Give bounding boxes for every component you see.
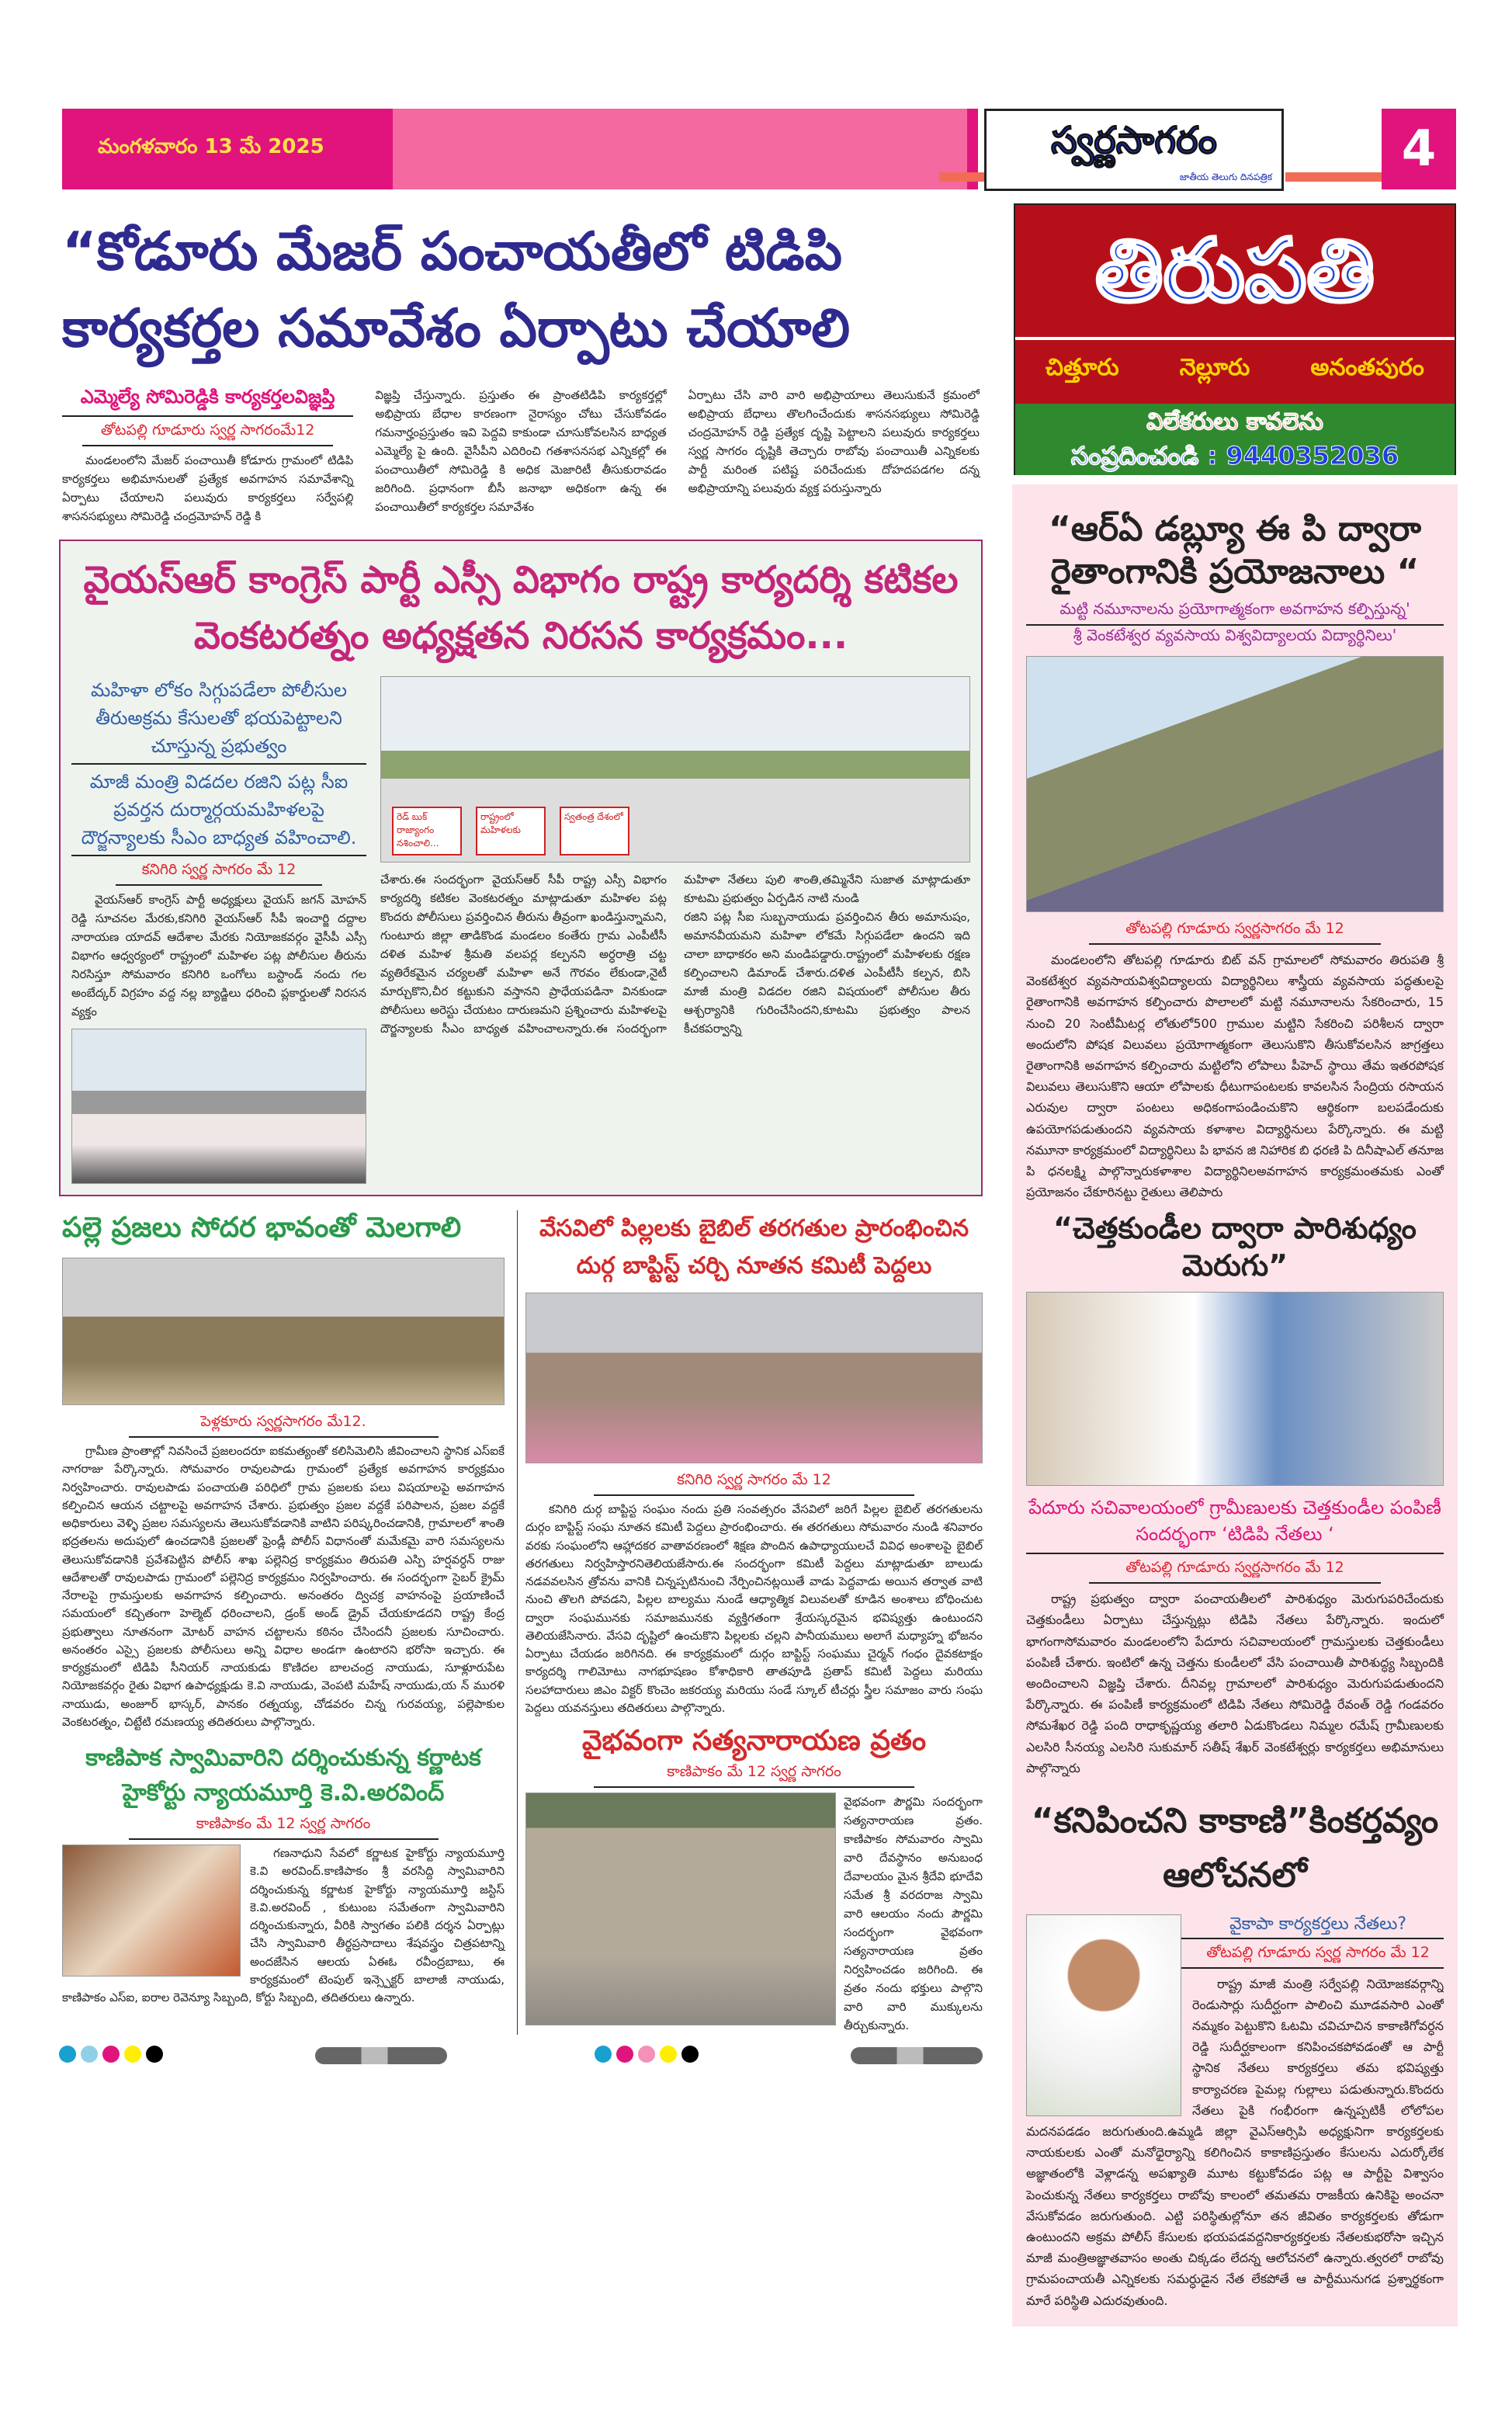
bible-dateline: కనిగిరి స్వర్ణ సాగరం మే 12 [594,1471,914,1496]
rawep-dateline: తోటపల్లి గూడూరు స్వర్ణసాగరం మే 12 [1089,920,1382,945]
soil-sampling-photo [1026,656,1444,912]
dustbin-distribution-photo [1026,1292,1444,1486]
ysrcp-headline: వైయస్ఆర్ కాంగ్రెస్ పార్టీ ఎస్సీ విభాగం రాష్ట్ర కార్యదర్శి కటికల వెంకటరత్నం అధ్యక్షతన నిరసన కార్యక్రమం... [83,558,959,658]
kanipakam-temple-photo [62,1845,241,1977]
protest-photo-group [71,1029,366,1184]
logo-text: స్వర్ణసాగరం [1051,119,1217,162]
lead-body: మండలంలోని మేజర్ పంచాయితీ కోడూరు గ్రామంలో టిడిపి కార్యకర్తలు అభిమానులతో ప్రత్యేక అవగాహన సమావేశాన్ని ఏర్పాటు చేయాలని పలువురు కార్యకర్తలు సర్వేపల్లి శాసనసభ్యులు సోమిరెడ్డి చంద్రమోహన్ రెడ్డి కి [62,453,354,524]
phone-number: 9440352036 [1226,441,1399,470]
vratam-body: వైభవంగా పౌర్ణమి సందర్భంగా సత్యనారాయణ వ్రతం. కాణిపాకం సోమవారం స్వామి వారి దేవస్థానం అనుబంధ దేవాలయం మైన శ్రీదేవి భూదేవి సమేత శ్రీ వరదరాజ స్వామి వారి ఆలయం నందు పౌర్ణమి సందర్భంగా వైభవంగా సత్యనారాయణ వ్రతం నిర్వహించడం జరిగింది. ఈ వ్రతం నందు భక్తులు పాల్గొని వారి వారి ముక్కులను తీర్చుకున్నారు. [844,1795,983,2033]
gray-bar [315,2047,447,2064]
gray-bar [851,2047,983,2064]
placard: స్వతంత్ర దేశంలో [560,807,629,856]
ysrcp-protest-story [59,540,983,1196]
placard: రాష్ట్రంలో మహిళలకు [476,807,546,856]
ad-districts [1015,340,1455,404]
kanipaka-dateline: కాణిపాకం మే 12 స్వర్ణ సాగరం [129,1815,439,1840]
lead-body: విజ్ఞప్తి చేస్తున్నారు. ప్రస్తుతం ఈ ప్రాంతటిడిపి కార్యకర్తల్లో అభిప్రాయ బేధాల కారణంగా నైరాస్యం చోటు చేసుకోవడం గమనార్హంప్రస్తుతం ఇవి పెద్దవి కాకుండా చూసుకోవలసిన బాధ్యత ఎమ్మెల్యే పై ఉంది. వైసీపీని ఎదిరించి గతశాసనసభ ఎన్నికల్లో ఈ పంచాయితీలో సోమిరెడ్డి కి అధిక మెజారిటీ తీసుకురావడం జరిగింది. ప్రధానంగా బీసీ జనాభా అధికంగా ఉన్న ఈ పంచాయితీలో కార్యకర్తల సమావేశం [375,388,667,515]
dustbin-dateline: తోటపల్లి గూడూరు స్వర్ణసాగరం మే 12 [1089,1559,1382,1584]
lower-stories-row [59,1210,983,2035]
lead-col-1 [62,386,353,526]
ysrcp-body1: వైయస్ఆర్ కాంగ్రెస్ పార్టీ అధ్యక్షులు వైయస్ జగన్ మోహన్ రెడ్డి సూచనల మేరకు,కనిగిరి వైయస్ఆర్ సీపీ ఇంచార్జి దద్దాల నారాయణ యాదవ్ ఆదేశాల మేరకు నియోజకవర్గం వైసీపీ ఎస్సీ విభాగం ఆధ్వర్యంలో రాష్ట్రంలో మహిళల పట్ల పోలీసుల తీరును నిరసిస్తూ సోమవారం కనిగిరి ఒంగోలు బస్టాండ్ నందు గల అంబేద్కర్ విగ్రహం వద్ద నల్ల బ్యాడ్జిలు ధరించి ప్లకార్డులతో నిరసన వ్యక్తం [71,893,366,1019]
placards [392,807,629,856]
bible-body: కనిగిరి దుర్గ బాప్టిస్ట సంఘం నందు ప్రతి సంవత్సరం వేసవిలో జరిగే పిల్లల బైబిల్ తరగతులను దుర్గం బాప్టిస్ట్ సంఘ నూతన కమిటీ పెద్దలు ప్రారంభించారు. ఈ తరగతులు సోమవారం నుండి శనివారం వరకు సంఘంలోని ఆహ్లాదకర వాతావరణంలో శిక్షణ పొందిన ఉపాధ్యాయులచే వివిధ అంశాలపై బైబిల్ తరగతులు నిర్వహిస్తారనితెలియజేసారు.ఈ సందర్భంగా కమిటీ పెద్దలు మాట్లాడుతూ బాలుడు నడవవలసిన త్రోవను వానికి చిన్నప్పటినుంచి నేర్పించినట్లయితే వాడు పెద్దవాడు అయిన తర్వాత వాటి నుంచి తొలగి పోవడని, పిల్లల బాల్యము నుండే ఆధ్యాత్మిక విలువలతో కూడిన అంశాలు బోధించుట ద్వారా సంఘమునకు సమాజమునకు వ్యక్తిగతంగా శ్రేయస్కరమైన భవిష్యత్తు ఉంటుందని తెలియజేసినారు. వేసవి దృష్టిలో ఉంచుకొని పిల్లలకు చల్లని పానీయములు అలాగే మధ్యాహ్న భోజనం ఏర్పాటు చేయడం జరిగినది. ఈ కార్యక్రమంలో దుర్గం బాప్టిస్ట్ సంఘము చైర్మన్ గంధం దైవకటాక్షం కార్యదర్శి గాలిమోటు నాగభూషణం కోశాధికారి తాతపూడి ప్రతాప్ కమిటీ పెద్దలు మరియు సలహాదారులు జిఎం విక్టర్ కొంచెం జకరయ్య మరియు సండే స్కూల్ టీచర్లు స్త్రీల సమాజం వారు సంఘ పెద్దలు యవనస్తులు తదితరులు పాల్గొన్నారు. [525,1502,983,1715]
masthead-logo [984,109,1284,191]
issue-date: మంగళవారం 13 మే 2025 [98,135,324,158]
lead-body-row [59,386,983,526]
lead-headline: “కోడూరు మేజర్ పంచాయతీలో టిడిపి కార్యకర్తల సమావేశం ఏర్పాటు చేయాలి [62,221,851,359]
kakani-dateline: తోటపల్లి గూడూరు స్వర్ణ సాగరం మే 12 [1026,1944,1444,1969]
page-number: 4 [1382,109,1456,189]
reporters-wanted-ad [1014,203,1456,475]
vratam-headline: వైభవంగా సత్యనారాయణ వ్రతం [581,1725,927,1758]
ysrcp-subhead-2: మాజీ మంత్రి విడదల రజిని పట్ల సీఐ ప్రవర్తన దుర్మార్గయమహిళలపై దౌర్జన్యాలకు సీఎం బాధ్యత వహించాలి. [71,765,366,856]
vratam-dateline: కాణిపాకం మే 12 స్వర్ణ సాగరం [594,1763,914,1788]
bible-class-photo [525,1293,983,1463]
logo-tagline: జాతీయ తెలుగు దినపత్రిక [1179,172,1272,182]
lower-middle-column [517,1210,983,2035]
rawep-subhead-1: మట్టి నమూనాలను ప్రయోగాత్మకంగా అవగాహన కల్పిస్తున్న' [1026,599,1444,626]
ysrcp-body-row [71,676,970,1184]
rawep-subhead-2: శ్రీ వెంకటేశ్వర వ్యవసాయ విశ్వవిద్యాలయ విద్యార్థినిలు' [1073,626,1397,644]
ysrcp-body2: చేశారు.ఈ సందర్భంగా వైయస్ఆర్ సీపీ రాష్ట్ర ఎస్సీ విభాగం కార్యదర్శి కటికల వెంకటరత్నం మాట్లాడుతూ మహిళల పట్ల కొందరు పోలీసులు ప్రవర్తించిన తీరును తీవ్రంగా ఖండిస్తున్నామని, గుంటూరు జిల్లా తాడికొండ మండలం కంతేరు గ్రామ ఎంపీటీసీ దళిత మహిళ శ్రీమతి వలపర్ల కల్పనని అర్ధరాత్రి చట్ట వ్యతిరేకమైన చర్యలతో మహిళా అనే గౌరవం లేకుండా,నైటీ మార్చుకొని,చీర కట్టుకుని వస్తానని ప్రాధేయపడినా వినకుండా పోలీసులు అరెస్టు చేయటం దారుణమని ప్రశ్నించారు మహిళలపై దౌర్జన్యాలకు సీఎం బాధ్యత వహించాలన్నారు.ఈ సందర్భంగా మహిళా నేతలు పులి శాంతి,తమ్మినేని సుజాత మాట్లాడుతూ కూటమి ప్రభుత్వం ఏర్పడిన నాటి నుండి [380,873,970,1036]
kakani-body: రాష్ట్ర మాజీ మంత్రి సర్వేపల్లి నియోజకవర్గాన్ని రెండుసార్లు సుదీర్ఘంగా పాలించి మూడవసారి ఎంతో నమ్మకం పెట్టుకొని ఓటమి చవిచూచిన కాకాణిగోవర్ధన రెడ్డి సుదీర్ఘకాలంగా కనిపించకపోవడంతో ఆ పార్టీ స్థానిక నేతలు కార్యకర్తలు తమ భవిష్యత్తు కార్యాచరణ పైమల్ల గుల్లాలు పడుతున్నారు.కొందరు నేతలు పైకి గంభీరంగా ఉన్నప్పటికీ లోలోపల మదనపడడం జరుగుతుంది.ఉమ్మడి జిల్లా వైఎస్ఆర్సిపి అధ్యక్షునిగా కార్యకర్తలకు నాయకులకు ఎంతో మనోధైర్యాన్ని కలిగించిన కాకాణిప్రస్తుతం కేసులను ఎదుర్కోలేక అజ్ఞాతంలోకి వెళ్లాడన్న అపఖ్యాతి మూట కట్టుకోవడం పట్ల ఆ పార్టీపై విశ్వాసం పెంచుకున్న నేతలు కార్యకర్తలు రాబోవు కాలంలో తమతమ రాజకీయ ఉనికిపై అంచనా వేసుకోవడం జరుగుతుంది. ఎట్టి పరిస్థితుల్లోనూ తన జీవితం కార్యకర్తలకు తోడుగా ఉంటుందని అక్రమ పోలీస్ కేసులకు భయపడవద్దనికార్యకర్తలకు నేతలకుభరోసా ఇచ్చిన మాజీ మంత్రిఅజ్ఞాతవాసం అంతు చిక్కడం లేదన్న ఆలోచనలో ఉన్నారు.త్వరలో రాబోవు గ్రామపంచాయతీ ఎన్నికలకు సమర్ధుడైన నేత లేకపోతే ఆ పార్టీమునుగడ ప్రశ్నార్థకంగా మారే పరిస్థితి ఎదురవుతుంది. [1026,1976,1444,2308]
ad-contact-band [1015,404,1455,475]
right-column [1012,484,1458,2327]
palle-body: గ్రామీణ ప్రాంతాల్లో నివసించే ప్రజలందరూ ఐకమత్యంతో కలిసిమెలిసి జీవించాలని స్థానిక ఎస్ఐకే నాగరాజు పేర్కొన్నారు. సోమవారం రావులపాడు గ్రామంలో ప్రత్యేక అవగాహన కార్యక్రమం నిర్వహించారు. రావులపాడు పంచాయతి పరిధిలో గ్రామ ప్రజలకు పలు విషయాలపై అవగాహన కల్పించిన ఆయన చట్టాలపై అవగాహన చేశారు. ప్రభుత్వం ప్రజల వద్దకే పరిపాలన, ప్రజల వద్దకే అధికారులు వెళ్ళి ప్రజల సమస్యలను తెలుసుకోవడానికి వాటిని పరిష్కరించడానికి, గ్రామాలలో శాంతి భద్రతలను అదుపులో ఉంచడానికి ప్రజలతో ఫ్రెండ్లీ పోలీస్ విధానంతో మమేకమై వారి సమస్యలను తెలుసుకోవడానికి ప్రవేశపెట్టిన పోలీస్ శాఖ పల్లెనిద్ర కార్యక్రమం తిరుపతి ఎస్పి హర్షవర్ధన్ రాజు ఆదేశాలతో రావులపాడు గ్రామంలో పల్లెనిద్ర కార్యక్రమం నిర్వహించారు. ఈ సందర్భంగా సైబర్ క్రైమ్ నేరాలపై గ్రామస్తులకు అవగాహన కల్పించారు. అనంతరం ద్విచక్ర వాహనంపై ప్రయాణించే సమయంలో కచ్చితంగా హెల్మెట్ ధరించాలని, డ్రంక్ అండ్ డ్రైవ్ చేయకూడదని రాష్ట్ర కేంద్ర ప్రభుత్వాలు నూతనంగా మోటర్ వాహన చట్టాలను కఠినం చేసిందనీ ప్రజలకు సూచించారు. అనంతరం ఎస్సై ప్రజలకు పోలీసులు అన్ని విధాల అండగా ఉంటారని భరోసా ఇచ్చారు. ఈ కార్యక్రమంలో టిడిపి సీనియర్ నాయకుడు కొణిదల బాలచంద్ర నాయుడు, సూళ్లూరుపేట నియోజకవర్గం రైతు విభాగ ఉపాధ్యక్షుడు కె.వి నాయుడు, వెంపటి మహేష్ నాయుడు,య న్ మురళి నాయుడు, అంజూర్ భాస్కర్, పానకం రత్నయ్య, చోడవరం చిన్న గురవయ్య, పల్లెపాకుల వెంకటరత్నం, చిట్టేటి రమణయ్య తదితరులు పాల్గొన్నారు. [62,1444,505,1729]
ysrcp-col-left [71,676,366,1184]
protest-photo-statue [380,676,970,862]
kanipaka-headline: కాణిపాక స్వామివారిని దర్శించుకున్న కర్ణాటక హైకోర్టు న్యాయమూర్తి కె.వి.అరవింద్ [85,1744,481,1807]
rawep-body: మండలంలోని తోటపల్లి గూడూరు బిట్ వన్ గ్రామాలలో సోమవారం తిరుపతి శ్రీ వెంకటేశ్వర వ్యవసాయవిశ్వవిద్యాలయ విద్యార్థినిలు శాస్త్రీయ వ్యవసాయ పద్ధతులపై రైతాంగానికి అవగాహన కల్పించారు పొలాలలో మట్టి నమూనాలను సేకరించారు, 15 నుంచి 20 సెంటీమీటర్ల లోతులో500 గ్రాముల మట్టిని సేకరించి పరిశీలన ద్వారా అందులోని పోషక విలువలు ప్రయోగాత్మకంగా తెలుసుకొని తీసుకోవలసిన జాగ్రత్తలు రైతాంగానికి అవగాహన కల్పించారు మట్టిలోని లోపాలు పీహెచ్ స్థాయి తేమ ఇతరపోషక విలువలు తెలుసుకొని ఆయా లోపాలకు ధీటుగాపంటలకు కావలసిన సేంద్రియ రసాయన ఎరువుల ద్వారా పంటలు అధికంగాపండించుకొని ఆర్థికంగా బలపడేందుకు ఉపయోగపడుతుందని వ్యవసాయ కళాశాల విద్యార్థినులు పేర్కొన్నారు. ఈ మట్టి నమూనా కార్యక్రమంలో విద్యార్థినిలు పి భావన జి నిహారిక బి ధరణి పి దినీషాఎల్ తనూజ పి ధనలక్ష్మి పాల్గొన్నారుకళాశాల విద్యార్థినిలఅవగాహన కార్యక్రమంతమకు ఎంతో ప్రయోజనం చేకూరినట్టు రైతులు తెలిపారు [1026,953,1444,1200]
kanipaka-body: గణనాధుని సేవలో కర్ణాటక హైకోర్టు న్యాయమూర్తి కె.వి అరవింద్.కాణిపాకం శ్రీ వరసిద్ది స్వామివారిని దర్శించుకున్న కర్ణాటక హైకోర్టు న్యాయమూర్తి జస్టిస్ కె.వి.అరవింద్ , కుటుంబ సమేతంగా స్వామివారిని దర్శించుకున్నారు, వీరికి స్వాగతం పలికి దర్శన ఏర్పాట్లు చేసి స్వామివారి తీర్థప్రసాదాలు శేషవస్త్రం చిత్రపటాన్ని అందజేసిన ఆలయ ఏఈఓ రవీంద్రబాబు, ఈ కార్యక్రమంలో టెంపుల్ ఇన్స్పెక్టర్ బాలాజీ నాయుడు, కాణిపాకం ఎస్ఐ, ఐరాల రెవెన్యూ సిబ్బంది, కోర్టు సిబ్బంది, తదితరులు ఉన్నారు. [62,1846,505,2005]
kakani-portrait [1026,1914,1181,2116]
ad-district: అనంతపురం [1310,354,1424,381]
lead-subhead: ఎమ్మెల్యే సోమిరెడ్డికి కార్యకర్తలవిజ్ఞప్తి [62,386,353,417]
ysrcp-subhead-1: మహిళా లోకం సిగ్గుపడేలా పోలీసుల తీరుఅక్రమ కేసులతో భయపెట్టాలని చూస్తున్న ప్రభుత్వం [71,676,366,765]
dustbin-headline: “చెత్తకుండీల ద్వారా పారిశుధ్యం మెరుగు” [1053,1211,1417,1282]
ysrcp-text-columns [380,870,970,1038]
placard: రెడ్ బుక్ రాజ్యాంగం నశించాలి... [392,807,462,856]
color-dots [59,2046,168,2066]
palle-nidra-photo [62,1258,505,1405]
header-rule-left [939,172,986,182]
palle-headline: పల్లె ప్రజలు సోదర భావంతో మెలగాలి [62,1212,462,1244]
kakani-headline: “కనిపించని కాకాణి”కింకర్తవ్యం ఆలోచనలో [1031,1800,1439,1896]
date-banner [62,109,978,189]
contact-label: సంప్రదించండి : [1070,441,1218,470]
dustbin-subhead: పేదూరు సచివాలయంలో గ్రామీణులకు చెత్తకుండీల పంపిణీ సందర్భంగా ‘టిడిపి నేతలు ‘ [1026,1497,1444,1554]
left-main-area [59,214,983,2066]
ad-district: నెల్లూరు [1179,354,1250,381]
ad-contact [1015,441,1455,477]
bible-headline: వేసవిలో పిల్లలకు బైబిల్ తరగతుల ప్రారంభించిన దుర్గ బాప్టిస్ట్ చర్చి నూతన కమిటీ పెద్దలు [539,1215,969,1280]
lower-left-column [62,1210,505,2035]
dustbin-body: రాష్ట్ర ప్రభుత్వం ద్వారా పంచాయతీలలో పారిశుధ్యం మెరుగుపరిచేందుకు చెత్తకుండీలు ఏర్పాటు చేస్తున్నట్లు టిడిపి నేతలు పేర్కొన్నారు. ఇందులో భాగంగాసోమవారం మండలంలోని పేదూరు సచివాలయంలో గ్రామస్తులకు చెత్తకుండీలు పంపిణీ చేశారు. ఇంటిలో ఉన్న చెత్తను కుండీలలో వేసి పంచాయితీ పారిశుద్ధ్య సిబ్బందికి అందించాలని విజ్ఞప్తి చేశారు. దీనివల్ల గ్రామాలలో పారిశుధ్యం మెరుగుపడుతుందని పేర్కొన్నారు. ఈ పంపిణీ కార్యక్రమంలో టిడిపి నేతలు సోమిరెడ్డి రేవంత్ రెడ్డి గండవరం సోమశేఖర రెడ్డి పంది రాధాకృష్ణయ్య తలారి ఏడుకొండలు నిమ్మల రమేష్ గ్రామీణులకు ఎలసిరి సీనయ్య ఎలసిరి సుకుమార్ సతీష్ శేఖర్ వెంకటేశ్వర్లు కార్యకర్తలు అభిమానులు పాల్గొన్నారు [1026,1591,1444,1775]
ad-district: చిత్తూరు [1046,354,1119,381]
kakani-subhead: వైకాపా కార్యకర్తలు నేతలు? [1026,1914,1444,1939]
registration-marks [59,2046,983,2066]
ysrcp-col-right [380,676,970,1184]
vratam-photo [525,1793,836,2025]
rawep-headline: “ఆర్ఏ డబ్ల్యూ ఈ పి ద్వారా రైతాంగానికి ప్రయోజనాలు “ [1049,509,1421,592]
palle-dateline: పెళ్లకూరు స్వర్ణసాగరం మే12. [129,1413,439,1438]
ad-wanted: విలేకరులు కావలెను [1146,408,1323,436]
lead-body: ఏర్పాటు చేసి వారి వారి అభిప్రాయాలు తెలుసుకునే క్రమంలో అభిప్రాయ బేధాలు తొలగించేందుకు శాసనసభ్యులు సోమిరెడ్డి చంద్రమోహన్ రెడ్డి ప్రత్యేక దృష్టి పెట్టాలని పలువురు కార్యకర్తలు స్వర్ణ సాగరం దృష్టికి తెచ్చారు రాబోవు పంచాయితీ ఎన్నికలకు పార్టీ మరింత పటిష్ట పరిచేందుకు దోహదపడగల దన్న అభిప్రాయాన్ని పలువురు వ్యక్త పరుస్తున్నారు [688,388,980,496]
kakani-story [1026,1914,1444,2311]
lead-dateline: తోటపల్లి గూడూరు స్వర్ణ సాగరంమే12 [82,422,333,446]
header-rule-right [1285,172,1382,182]
ysrcp-dateline: కనిగిరి స్వర్ణ సాగరం మే 12 [116,861,322,886]
color-dots [595,2046,703,2066]
ysrcp-body3: రజిని పట్ల సీఐ సుబ్బనాయుడు ప్రవర్తించిన తీరు అమానుషం, అమానవీయమని మహిళా లోకమే సిగ్గుపడేలా ఉందని ఇది చాలా బాధాకరం అని మండిపడ్డారు.రాష్ట్రంలో మహిళలకు రక్షణ కల్పించాలని డిమాండ్ చేశారు.దళిత ఎంపీటీసీ కల్పన, బిసి మాజీ మంత్రి విడదల రజిని విషయంలో పోలీసుల తీరు ఆశ్చర్యానికి గురించేసిందని,కూటమి ప్రభుత్వం పాలన కీచకపర్వాన్ని [684,910,970,1036]
ad-city: తిరుపతి [1095,220,1375,321]
